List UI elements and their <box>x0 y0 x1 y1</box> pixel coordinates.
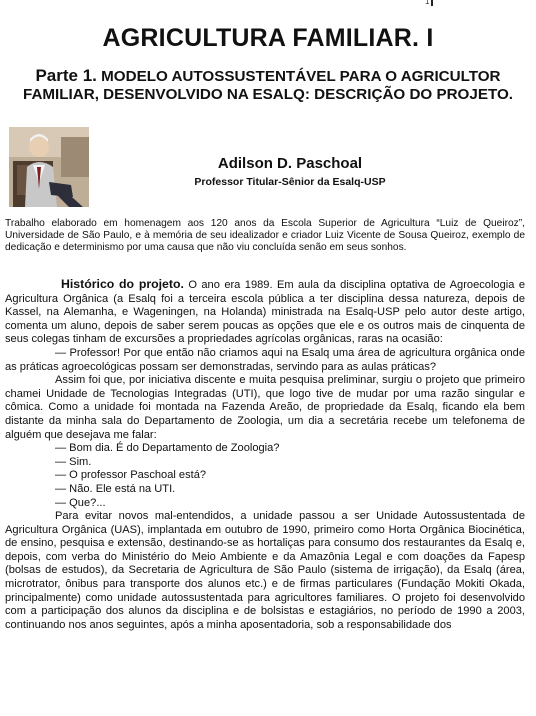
paragraph <box>5 278 525 347</box>
dialogue-line: — Não. Ele está na UTI. <box>55 482 176 495</box>
document-subtitle <box>20 67 516 104</box>
author-photo-image <box>9 127 89 207</box>
author-affiliation: Professor Titular-Sênior da Esalq-USP <box>194 176 386 188</box>
subtitle-part-label: Parte 1. <box>35 66 97 85</box>
paragraph: — Professor! Por que então não criamos aqui na Esalq uma área de agricultura orgânica onde as práticas agroecológicas possam ser demonstradas, servindo para as aulas práticas? <box>5 346 525 373</box>
author-name: Adilson D. Paschoal <box>217 155 363 172</box>
paragraph-text: O ano era 1989. Em aula da disciplina optativa de Agroecologia e Agricultura Orgânica (a Esalq foi a terceira escola pública a ter disciplina dessa natureza, depois de Kassel, na Alemanha, e Wageningen, na Holanda) ministrada na Esalq-USP pelo autor deste artigo, comenta um aluno, depois de saber serem poucas as opções que ele e os outros mais de cinquenta de seus colegas tinham de excursões a propriedades agrícolas orgânicas, raras na ocasião: <box>5 279 525 346</box>
dialogue-line: — Sim. <box>55 455 92 468</box>
author-photo <box>9 127 89 207</box>
subtitle-text: MODELO AUTOSSUSTENTÁVEL PARA O AGRICULTOR FAMILIAR, DESENVOLVIDO NA ESALQ: DESCRIÇÃO DO PROJETO. <box>23 68 513 103</box>
dialogue-line: — O professor Paschoal está? <box>55 469 207 482</box>
article-body <box>5 278 525 632</box>
paragraph: Para evitar novos mal-entendidos, a unidade passou a ser Unidade Autossustentada de Agricultura Orgânica (UAS), implantada em outubro de 1990, primeiro como Horta Orgânica Biocinética, de ensino, pesquisa e extensão, destinando-se as hortaliças para consumo dos restaurantes da Esalq e, depois, com verba do Ministério do Meio Ambiente e da Amazônia Legal e com doações da Fapesp (bolsas de estudos), da Secretaria de Agricultura de São Paulo (sistema de irrigação), da Esalq (área, microtrator, ônibus para transporte dos alunos etc.) e de firmas particulares (Fundação Mokiti Okada, principalmente) como unidade autossustentada para agricultores familiares. O projeto foi desenvolvido com a participação dos alunos da disciplina e de bolsistas e estagiários, no período de 1990 a 2003, continuando nos anos seguintes, após a minha aposentadoria, sob a responsabilidade dos <box>5 510 525 631</box>
dialogue-line: — Bom dia. É do Departamento de Zoologia? <box>55 442 280 455</box>
dedication-note: Trabalho elaborado em homenagem aos 120 anos da Escola Superior de Agricultura “Luiz de Queiroz”, Universidade de São Paulo, e à memória de seu idealizador e criador Luiz Vicente de Sousa Queiroz, exemplo de dedicação e determinismo por uma causa que não viu concluída senão em seus sonhos. <box>5 218 525 254</box>
page-number: 1 <box>425 0 430 6</box>
document-title: AGRICULTURA FAMILIAR. I <box>102 24 434 52</box>
paragraph: Assim foi que, por iniciativa discente e muita pesquisa preliminar, surgiu o projeto que primeiro chamei Unidade de Tecnologias Integradas (UTI), que logo tive de mudar por uma razão singular e cômica. Como a unidade foi montada na Fazenda Areão, de propriedade da Esalq, ficando ela bem distante da minha sala do Departamento de Zoologia, um dia a secretária recebe um telefonema de alguém que desejava me falar: <box>5 374 525 441</box>
page-top-mark <box>431 0 433 6</box>
section-heading: Histórico do projeto. <box>61 277 184 291</box>
dialogue-line: — Que?... <box>55 496 106 509</box>
